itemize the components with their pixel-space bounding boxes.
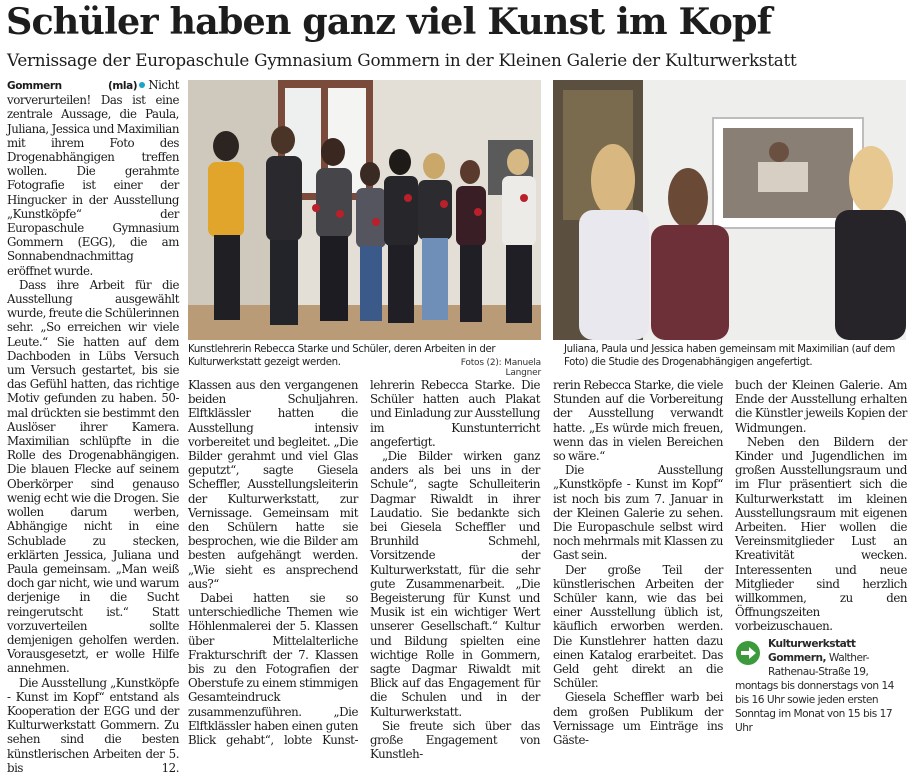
photo-three-image (553, 80, 906, 340)
paragraph: Die Ausstellung „Kunstköpfe - Kunst im Kopf“ entstand als Kooperation der EGG und der Kulturwerkstatt Gommern. Zu sehen sind die besten künstlerischen Arbeiten der 5. bis 12. (7, 675, 179, 775)
paragraph: Giesela Scheffler warb bei dem großen Publikum der Vernissage um Einträge ins Gäste- (553, 690, 723, 748)
dateline-dot-icon (139, 82, 145, 88)
paragraph: Klassen aus den vergangenen beiden Schuljahren. Elftklässler hatten die Ausstellung intensiv vorbereitet und begleitet. „Die Bilder gerahmt und viel Glas geputzt“, sagte Giesela Scheffler, Ausstellungsleiterin der Kulturwerkstatt, zur Vernissage. Gemeinsam mit den Schülern hatte sie besprochen, wie die Bilder am besten aufgehängt werden. „Wie sieht es ansprechend aus?“ (188, 378, 358, 591)
photo-group-image (188, 80, 541, 340)
subheadline: Vernissage der Europaschule Gymnasium Gommern in der Kleinen Galerie der Kulturwerkstatt (7, 50, 797, 70)
info-address: Walther-Rathenau-Straße 19, (768, 652, 870, 678)
paragraph: lehrerin Rebecca Starke. Die Schüler hatten auch Plakat und Einladung zur Ausstellung im Kunstunterricht angefertigt. (370, 378, 540, 449)
paragraph: Dass ihre Arbeit für die Ausstellung ausgewählt wurde, freute die Schülerinnen sehr. „So erreichen wir viele Leute.“ Sie hatten auf dem Dachboden in Lübs Versuch um Versuch gestartet, bis sie das Gefühl hatten, das richtige Motiv gefunden zu haben. 50-mal drückten sie bestimmt den Auslöser ihrer Kamera. Maximilian schlüpfte in die Rolle des Drogenabhängigen. Die blauen Flecke auf seinem Oberkörper sind genauso wenig echt wie die Drogen. Sie wollen darum werben, Abhängige nicht in eine Schublade zu stecken, erklärten Jessica, Juliana und Paula gemeinsam. „Man weiß doch gar nicht, wie und warum derjenige in die Sucht reingerutscht ist.“ Statt vorzuverteilen sollte demjenigen geholfen werden. Vorausgesetzt, er wolle Hilfe annehmen. (7, 277, 180, 676)
article-column-4 (553, 378, 723, 747)
photo-group-students (188, 80, 541, 340)
paragraph: Gommern (mla) Nicht vorverurteilen! Das ist eine zentrale Aussage, die Paula, Juliana, Jessica und Maximilian mit ihrem Foto des Drogenabhängigen treffen wollen. Die gerahmte Fotografie ist einer der Hingucker in der Ausstellung „Kunstköpfe“ der Europaschule Gymnasium Gommern (EGG), die am Sonnabendnachmittag eröffnet wurde. (7, 78, 179, 278)
info-hours: montags bis donnerstags von 14 bis 16 Uhr sowie jeden ersten Sonntag im Monat von 15 bis 17 Uhr (735, 680, 894, 734)
headline: Schüler haben ganz viel Kunst im Kopf (6, 0, 772, 43)
article-column-2 (188, 378, 358, 747)
paragraph: Sie freute sich über das große Engagement von Kunstleh- (370, 718, 540, 762)
paragraph: Der große Teil der künstlerischen Arbeiten der Schüler kann, wie das bei einer Ausstellung üblich ist, käuflich erworben werden. Die Kunstlehrer hatten dazu einen Katalog erarbeitet. Das Geld geht direkt an die Schüler. (553, 562, 723, 691)
photo-three-students (553, 80, 906, 340)
paragraph: „Die Bilder wirken ganz anders als bei uns in der Schule“, sagte Schulleiterin Dagmar Riwaldt in ihrer Laudatio. Sie bedankte sich bei Giesela Scheffler und Brunhild Schmehl, Vorsitzende der Kulturwerkstatt, für die sehr gute Zusammenarbeit. „Die Begeisterung für Kunst und Musik ist ein wichtiger Wert unserer Gesellschaft.“ Kultur und Bildung spielten eine wichtige Rolle in Gommern, sagte Dagmar Riwaldt mit Blick auf das Engagement für die Schulen und in der Kulturwerkstatt. (370, 449, 540, 719)
info-text (768, 637, 908, 679)
paragraph: Dabei hatten sie so unterschiedliche Themen wie Höhlenmalerei der 5. Klassen über Mittelalterliche Frakturschrift der 7. Klassen bis zu den Fotografien der Oberstufe zu einem stimmigen Gesamteindruck zusammenzuführen. „Die Elftklässler haben einen guten Blick gehabt“, lobte Kunst- (188, 591, 358, 748)
photo-group-caption: Kunstlehrerin Rebecca Starke und Schüler, deren Arbeiten in der Kulturwerkstatt gezeigt werden. (188, 344, 496, 369)
paragraph: rerin Rebecca Starke, die viele Stunden auf die Vorbereitung der Ausstellung verwandt hatte. „Es würde mich freuen, wenn das in vielen Bereichen so wäre.“ (553, 378, 723, 464)
paragraph: Neben den Bildern der Kinder und Jugendlichen im großen Ausstellungsraum und im Flur präsentiert sich die Kulturwerkstatt im kleinen Ausstellungsraum mit eigenen Arbeiten. Hier wollen die Vereinsmitglieder Lust an Kreativität wecken. Interessenten und neue Mitglieder sind herzlich willkommen, zu den Öffnungszeiten vorbeizuschauen. (735, 434, 907, 634)
article-column-1 (7, 78, 179, 775)
info-box (735, 637, 907, 734)
dateline: Gommern (mla) (7, 80, 138, 92)
article-column-3 (370, 378, 540, 761)
photo-credit: Fotos (2): Manuela Langner (460, 358, 541, 378)
article-column-5 (735, 378, 907, 634)
paragraph: Die Ausstellung „Kunstköpfe - Kunst im Kopf“ ist noch bis zum 7. Januar in der Kleinen Galerie zu sehen. Die Europaschule selbst wird noch mehrmals mit Klassen zu Gast sein. (553, 463, 723, 563)
info-title: Kulturwerkstatt Gommern, (768, 638, 856, 664)
paragraph: buch der Kleinen Galerie. Am Ende der Ausstellung erhalten die Künstler jeweils Kopien der Widmungen. (735, 378, 907, 435)
photo-three-caption: Juliana, Paula und Jessica haben gemeinsam mit Maximilian (auf dem Foto) die Studie des Drogenabhängigen angefertigt. (564, 344, 896, 369)
arrow-right-icon (735, 640, 761, 666)
